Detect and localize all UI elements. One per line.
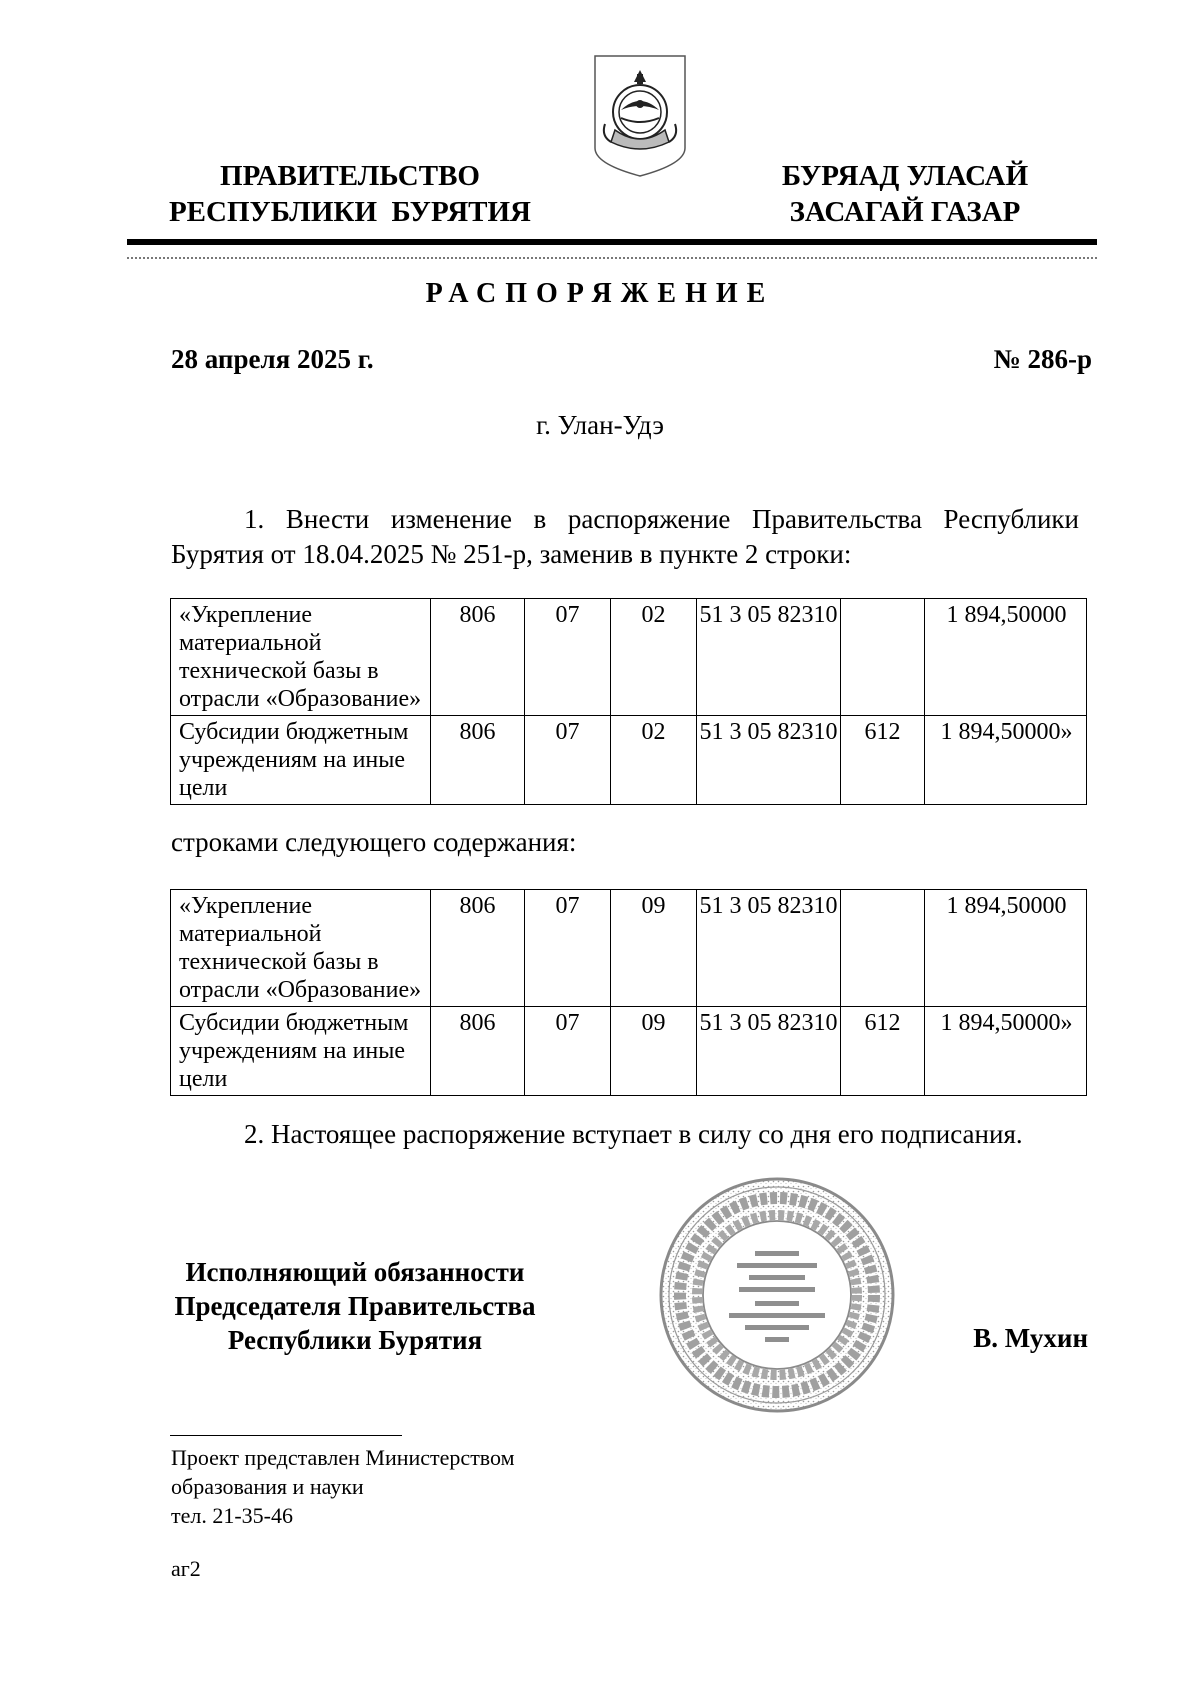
table-cell — [841, 890, 925, 1007]
table-cell: «Укрепление материальной технической базы в отрасли «Образование» — [171, 890, 431, 1007]
table-row — [171, 716, 1087, 805]
signatory-title-line2: Председателя Правительства — [174, 1291, 536, 1321]
document-city: г. Улан-Удэ — [536, 410, 664, 440]
table-cell: Субсидии бюджетным учреждениям на иные цели — [171, 716, 431, 805]
table-cell: 1 894,50000 — [925, 599, 1087, 716]
table-row — [171, 890, 1087, 1007]
table-row — [171, 599, 1087, 716]
emblem-icon — [591, 52, 689, 180]
footnote-line3: тел. 21-35-46 — [171, 1503, 294, 1528]
table-cell: 612 — [841, 716, 925, 805]
table-cell: 1 894,50000» — [925, 1007, 1087, 1096]
table-cell: 51 3 05 82310 — [697, 890, 841, 1007]
table-cell: 02 — [611, 599, 697, 716]
table-cell: 806 — [431, 716, 525, 805]
header-government-name-bua — [755, 158, 1055, 230]
table-cell: 07 — [525, 716, 611, 805]
stamp-icon — [657, 1175, 897, 1415]
table-cell: 806 — [431, 890, 525, 1007]
new-lines-table — [170, 889, 1087, 1096]
table-cell: 806 — [431, 1007, 525, 1096]
header-left-line2: РЕСПУБЛИКИ БУРЯТИЯ — [168, 196, 532, 228]
table-cell: «Укрепление материальной технической базы в отрасли «Образование» — [171, 599, 431, 716]
header-left-line1: ПРАВИТЕЛЬСТВО — [220, 160, 480, 192]
signatory-title-line1: Исполняющий обязанности — [185, 1257, 525, 1287]
table-cell: 51 3 05 82310 — [697, 1007, 841, 1096]
header-right-line1: БУРЯАД УЛАСАЙ — [781, 160, 1029, 192]
old-lines-table — [170, 598, 1087, 805]
table-cell: 1 894,50000 — [925, 890, 1087, 1007]
table-cell: 51 3 05 82310 — [697, 599, 841, 716]
table-cell: 51 3 05 82310 — [697, 716, 841, 805]
signatory-title — [150, 1255, 560, 1357]
table-row — [171, 1007, 1087, 1096]
signatory-name: В. Мухин — [973, 1323, 1088, 1353]
document-code: аг2 — [171, 1556, 201, 1581]
document-date: 28 апреля 2025 г. — [171, 344, 374, 374]
table-cell: Субсидии бюджетным учреждениям на иные цели — [171, 1007, 431, 1096]
header-thick-divider — [127, 239, 1097, 245]
footnote-divider — [170, 1435, 402, 1436]
header-right-line2: ЗАСАГАЙ ГАЗАР — [789, 196, 1021, 228]
signatory-title-line3: Республики Бурятия — [227, 1325, 483, 1355]
table-cell: 09 — [611, 890, 697, 1007]
footnote-line2: образования и науки — [171, 1474, 364, 1499]
document-title: РАСПОРЯЖЕНИЕ — [425, 278, 775, 309]
paragraph-2: 2. Настоящее распоряжение вступает в силу со дня его подписания. — [244, 1119, 1023, 1149]
table-cell: 806 — [431, 599, 525, 716]
document-number: № 286-р — [993, 344, 1092, 374]
table-cell: 07 — [525, 599, 611, 716]
table-cell: 612 — [841, 1007, 925, 1096]
table-cell: 09 — [611, 1007, 697, 1096]
header-dotted-divider — [127, 257, 1097, 259]
table-cell: 07 — [525, 1007, 611, 1096]
footnote — [171, 1443, 515, 1530]
replacement-intro: строками следующего содержания: — [171, 827, 577, 857]
table-cell: 07 — [525, 890, 611, 1007]
table-cell: 02 — [611, 716, 697, 805]
header-government-name-ru — [160, 158, 540, 230]
table-cell — [841, 599, 925, 716]
table-cell: 1 894,50000» — [925, 716, 1087, 805]
footnote-line1: Проект представлен Министерством — [171, 1445, 515, 1470]
paragraph-1: 1. Внести изменение в распоряжение Правительства Республики Бурятия от 18.04.2025 № 251-р, заменив в пункте 2 строки: — [171, 504, 1079, 569]
